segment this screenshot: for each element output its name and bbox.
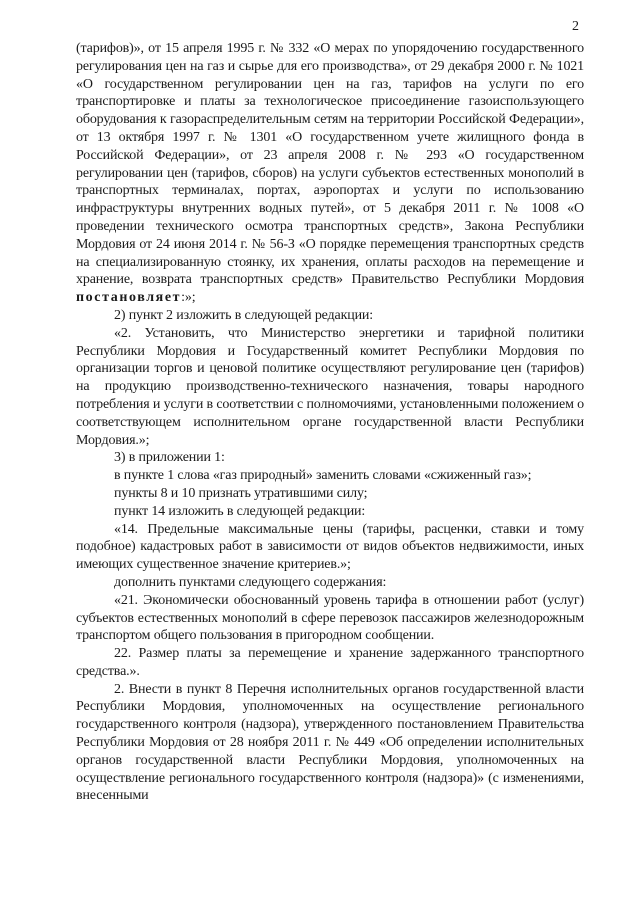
page-number: 2	[572, 19, 579, 34]
resolution-word: постановляет	[76, 290, 182, 306]
paragraph-preamble	[76, 40, 584, 307]
paragraph-tail: :»;	[181, 290, 196, 306]
paragraph-point-14: пункт 14 изложить в следующей редакции:	[114, 503, 366, 519]
paragraph-quote-21: «21. Экономически обоснованный уровень тарифа в отношении работ (услуг) субъектов естественных монополий в сфере перевозок пассажиров железнодорожным транспортом общего пользования в пригородном сообщении.	[76, 592, 584, 644]
paragraph-item-22: 22. Размер платы за перемещение и хранение задержанного транспортного средства.».	[76, 646, 584, 679]
paragraph-quote-2: «2. Установить, что Министерство энергетики и тарифной политики Республики Мордовия и Государственный комитет Республики Мордовия по организации торгов и ценовой политике осуществляют регулирование цен (тарифов) на продукцию производственно-технического назначения, товары народного потребления и услуги в соответствии с полномочиями, установленными положением о соответствующем исполнительном органе государственной власти Республики Мордовия.»;	[76, 325, 584, 448]
paragraph-item-3: 3) в приложении 1:	[114, 450, 225, 466]
paragraph-quote-14: «14. Предельные максимальные цены (тарифы, расценки, ставки и тому подобное) кадастровых работ в зависимости от видов объектов недвижимости, иных имеющих существенное значение критериев.»;	[76, 521, 584, 573]
paragraph-item-2: 2) пункт 2 изложить в следующей редакции:	[114, 307, 374, 323]
paragraph-points-8-10: пункты 8 и 10 признать утратившими силу;	[114, 485, 368, 501]
paragraph-section-2: 2. Внести в пункт 8 Перечня исполнительных органов государственной власти Республики Мордовия, уполномоченных на осуществление регионального государственного контроля (надзора), утвержденного постановлением Правительства Республики Мордовия от 28 ноября 2011 г. № 449 «Об определении исполнительных органов государственной власти Республики Мордовия, уполномоченных на осуществление регионального государственного контроля (надзора)» (с изменениями, внесенными	[76, 681, 584, 804]
paragraph-text: (тарифов)», от 15 апреля 1995 г. № 332 «О мерах по упорядочению государственного регулирования цен на газ и сырье для его производства», от 29 декабря 2000 г. № 1021 «О государственном регулировании цен на газ, тарифов на услуги по его транспортировке и платы за технологическое присоединение газоиспользующего оборудования к газораспределительным сетям на территории Российской Федерации», от 13 октября 1997 г. № 1301 «О государственном учете жилищного фонда в Российской Федерации», от 23 апреля 2008 г. № 293 «О государственном регулировании цен (тарифов, сборов) на услуги субъектов естественных монополий в транспортных терминалах, портах, аэропортах и услуги по использованию инфраструктуры внутренних водных путей», от 5 декабря 2011 г. № 1008 «О проведении технического осмотра транспортных средств», Закона Республики Мордовия от 24 июня 2014 г. № 56-З «О порядке перемещения транспортных средств на специализированную стоянку, их хранения, оплаты расходов на перемещение и хранение, возврата транспортных средств» Правительство Республики Мордовия	[76, 41, 584, 288]
paragraph-add-points: дополнить пунктами следующего содержания:	[114, 574, 387, 590]
paragraph-point-1: в пункте 1 слова «газ природный» заменить словами «сжиженный газ»;	[114, 468, 532, 484]
document-body	[76, 40, 584, 805]
